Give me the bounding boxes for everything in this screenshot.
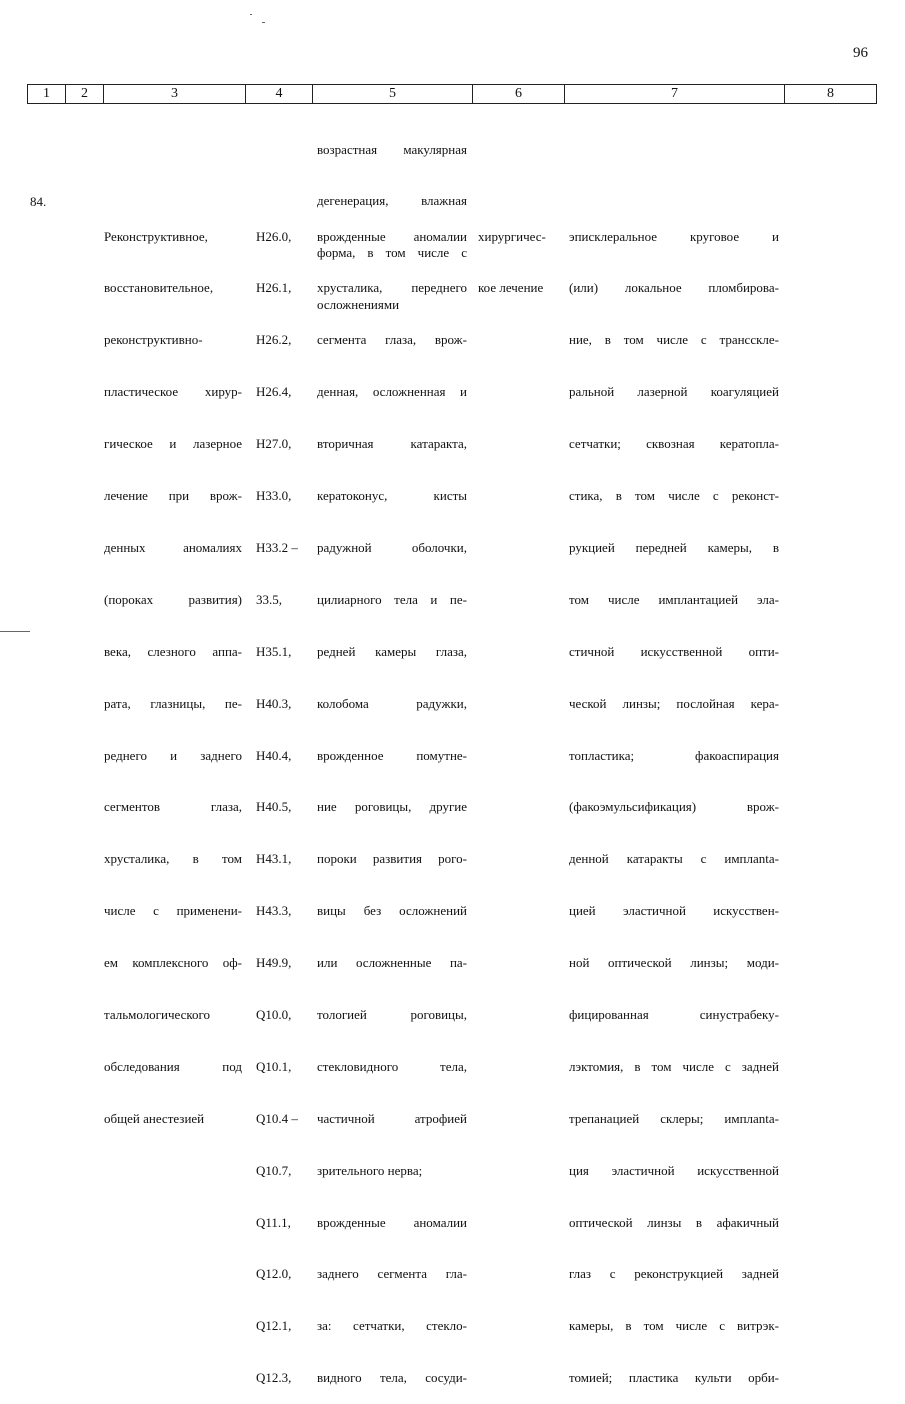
header-cell-7: 7 xyxy=(564,84,784,104)
header-cell-5: 5 xyxy=(312,84,472,104)
text-line: топластика; факоаспирация xyxy=(569,747,779,763)
text-line: зрительного нерва; xyxy=(317,1162,423,1178)
text-line: или осложненные па- xyxy=(317,955,467,971)
text-line: форма, в том числе с xyxy=(317,245,467,261)
text-line: врожденные аномалии xyxy=(317,228,467,244)
code-line: H49.9, xyxy=(256,955,292,971)
code-line: H40.4, xyxy=(256,747,292,763)
text-line: стичной искусственной опти- xyxy=(569,643,779,659)
code-line: H26.0, xyxy=(256,228,292,244)
text-line: кое лечение xyxy=(478,280,544,296)
text-line: реднего и заднего xyxy=(104,747,242,763)
text-line: пороки развития рого- xyxy=(317,851,467,867)
diagnosis-description xyxy=(317,193,467,1404)
header-cell-8: 8 xyxy=(784,84,877,104)
text-line: рукцией передней камеры, в xyxy=(569,539,779,555)
code-line: H33.2 – xyxy=(256,539,298,555)
text-line: частичной атрофией xyxy=(317,1110,467,1126)
page-number: 96 xyxy=(853,45,868,61)
text-line: томией; пластика культи орби- xyxy=(569,1370,779,1386)
text-line: числе с применени- xyxy=(104,903,242,919)
text-line: кератоконус, кисты xyxy=(317,488,467,504)
text-line: лечение при врож- xyxy=(104,488,242,504)
header-cell-6: 6 xyxy=(472,84,564,104)
text-line: (факоэмульсификация) врож- xyxy=(569,799,779,815)
text-line: видного тела, сосуди- xyxy=(317,1370,467,1386)
text-line: тальмологического xyxy=(104,1006,211,1022)
text-line: врожденные аномалии xyxy=(317,1214,467,1230)
text-line: трепанацией склеры; имплanta- xyxy=(569,1110,779,1126)
text-line: стика, в том числе с реконст- xyxy=(569,488,779,504)
text-line: осложнениями xyxy=(317,297,400,313)
text-line: (или) локальное пломбирова- xyxy=(569,280,779,296)
text-line: стекловидного тела, xyxy=(317,1058,467,1074)
text-line: пластическое хирур- xyxy=(104,384,242,400)
method-description xyxy=(104,193,242,1144)
header-cell-3: 3 xyxy=(103,84,245,104)
code-line: H43.1, xyxy=(256,851,292,867)
text-line: ние, в том числе с трансскле- xyxy=(569,332,779,348)
code-line: Q10.4 – xyxy=(256,1110,298,1126)
text-line: возрастная макулярная xyxy=(317,141,467,157)
text-line: восстановительное, xyxy=(104,280,214,296)
text-line: хирургичес- xyxy=(478,228,546,244)
text-line: гическое и лазерное xyxy=(104,436,242,452)
text-line: том числе имплантацией эла- xyxy=(569,591,779,607)
text-line: лэктомия, в том числе с задней xyxy=(569,1058,779,1074)
text-line: сегмента глаза, врож- xyxy=(317,332,467,348)
text-line: редней камеры глаза, xyxy=(317,643,467,659)
code-line: H43.3, xyxy=(256,903,292,919)
code-line: H27.0, xyxy=(256,436,292,452)
text-line: глаз с реконструкцией задней xyxy=(569,1266,779,1282)
text-line: врожденное помутне- xyxy=(317,747,467,763)
text-line: денной катаракты с имплanta- xyxy=(569,851,779,867)
text-line: цилиарного тела и пе- xyxy=(317,591,467,607)
code-line: Q12.0, xyxy=(256,1266,292,1282)
text-line: хрусталика, переднего xyxy=(317,280,467,296)
text-line: денная, осложненная и xyxy=(317,384,467,400)
text-line: денных аномалиях xyxy=(104,539,242,555)
text-line: ем комплексного оф- xyxy=(104,955,242,971)
text-line: вицы без осложнений xyxy=(317,903,467,919)
text-line: обследования под xyxy=(104,1058,242,1074)
text-line: фицированная синустрабеку- xyxy=(569,1006,779,1022)
text-line: заднего сегмента гла- xyxy=(317,1266,467,1282)
text-line: общей анестезией xyxy=(104,1110,205,1126)
icd-codes xyxy=(256,193,312,1404)
scan-artifact xyxy=(250,14,252,15)
code-line: 33.5, xyxy=(256,591,282,607)
text-line: за: сетчатки, стекло- xyxy=(317,1318,467,1334)
code-line: Q10.7, xyxy=(256,1162,292,1178)
code-line: Q12.1, xyxy=(256,1318,292,1334)
header-cell-4: 4 xyxy=(245,84,312,104)
text-line: реконструктивно- xyxy=(104,332,203,348)
code-line: Q10.0, xyxy=(256,1006,292,1022)
text-line: вторичная катаракта, xyxy=(317,436,467,452)
code-line: H40.5, xyxy=(256,799,292,815)
code-line: H40.3, xyxy=(256,695,292,711)
code-line: H26.2, xyxy=(256,332,292,348)
text-line: Реконструктивное, xyxy=(104,228,208,244)
text-line: рата, глазницы, пе- xyxy=(104,695,242,711)
code-line: H35.1, xyxy=(256,643,292,659)
text-line: (пороках развития) xyxy=(104,591,242,607)
treatment-methods xyxy=(569,193,779,1404)
code-line: Q10.1, xyxy=(256,1058,292,1074)
header-cell-2: 2 xyxy=(65,84,103,104)
scan-artifact xyxy=(0,631,30,632)
code-line: Q12.3, xyxy=(256,1370,292,1386)
text-line: хрусталика, в том xyxy=(104,851,242,867)
text-line: эписклеральное круговое и xyxy=(569,228,779,244)
text-line: колобома радужки, xyxy=(317,695,467,711)
text-line: ной оптической линзы; моди- xyxy=(569,955,779,971)
text-line: сегментов глаза, xyxy=(104,799,242,815)
scan-artifact xyxy=(262,22,265,23)
text-line: ральной лазерной коагуляцией xyxy=(569,384,779,400)
code-line: Q11.1, xyxy=(256,1214,291,1230)
row-number: 84. xyxy=(30,194,47,209)
text-line: ческой линзы; послойная кера- xyxy=(569,695,779,711)
treatment-type xyxy=(478,193,562,314)
text-line: ние роговицы, другие xyxy=(317,799,467,815)
text-line: радужной оболочки, xyxy=(317,539,467,555)
text-line: оптической линзы в афакичный xyxy=(569,1214,779,1230)
text-line: сетчатки; сквозная кератопла- xyxy=(569,436,779,452)
text-line: дегенерация, влажная xyxy=(317,193,467,209)
text-line: ция эластичной искусственной xyxy=(569,1162,779,1178)
text-line: цией эластичной искусствен- xyxy=(569,903,779,919)
code-line: H33.0, xyxy=(256,488,292,504)
code-line: H26.1, xyxy=(256,280,292,296)
text-line: камеры, в том числе с витрэк- xyxy=(569,1318,779,1334)
text-line: тологией роговицы, xyxy=(317,1006,467,1022)
code-line: H26.4, xyxy=(256,384,292,400)
text-line: века, слезного аппа- xyxy=(104,643,242,659)
header-cell-1: 1 xyxy=(27,84,65,104)
